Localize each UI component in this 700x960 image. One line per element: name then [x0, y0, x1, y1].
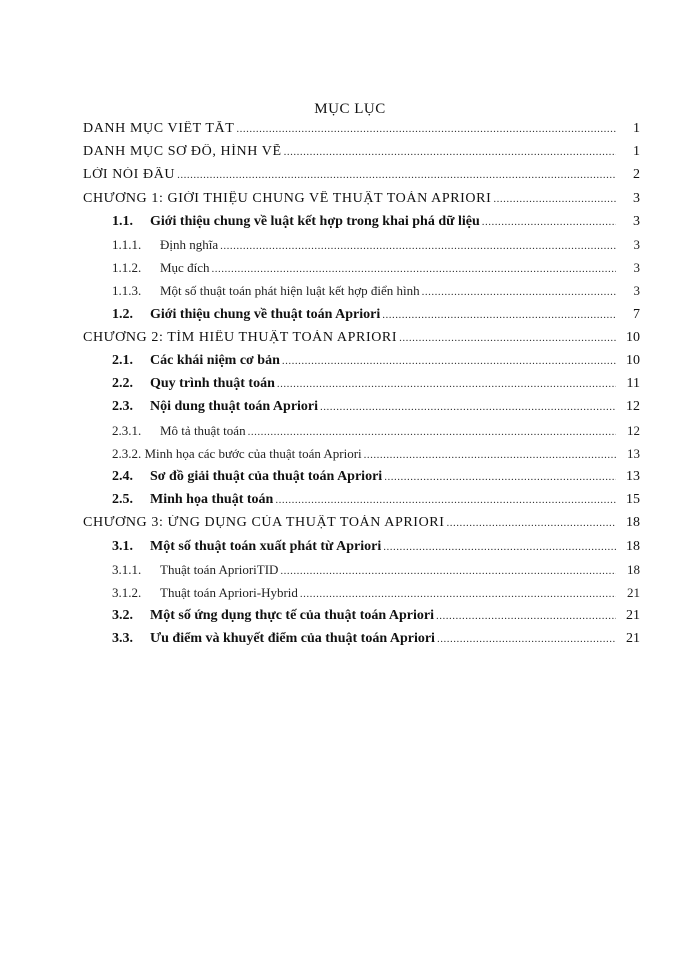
toc-dot-leader — [282, 355, 616, 367]
toc-entry[interactable] — [112, 585, 640, 605]
toc-dot-leader — [236, 123, 616, 135]
toc-entry-page-number: 7 — [633, 306, 640, 322]
toc-entry-page-number: 13 — [626, 469, 640, 484]
toc-dot-leader — [384, 471, 616, 483]
toc-entry-number: 3.1.1. — [112, 561, 142, 577]
toc-entry[interactable] — [112, 469, 640, 489]
toc-entry[interactable] — [112, 423, 640, 443]
toc-entry[interactable] — [83, 515, 640, 535]
toc-entry[interactable] — [112, 353, 640, 373]
toc-entry-number: 3.2. — [112, 608, 133, 624]
toc-entry-number: 2.1. — [112, 353, 133, 368]
toc-dot-leader — [300, 588, 616, 600]
toc-entry-number: 1.1.3. — [112, 283, 142, 299]
toc-entry-page-number: 21 — [626, 631, 640, 647]
toc-entry-title: Một số thuật toán phát hiện luật kết hợp điển hình — [160, 283, 420, 299]
toc-entry-title: Một số thuật toán xuất phát từ Apriori — [150, 538, 382, 554]
toc-dot-leader — [177, 169, 616, 181]
toc-entry-number: 2.4. — [112, 469, 133, 484]
toc-dot-leader — [275, 494, 616, 506]
toc-entry[interactable] — [112, 446, 640, 466]
toc-entry-number: 1.2. — [112, 306, 133, 322]
toc-entry[interactable] — [83, 144, 640, 164]
toc-entry-page-number: 10 — [626, 329, 640, 345]
toc-entry-title: DANH MỤC SƠ ĐỒ, HÌNH VẼ — [83, 144, 282, 160]
toc-dot-leader — [211, 263, 616, 275]
toc-entry-number: 2.3. — [112, 399, 133, 415]
toc-entry[interactable] — [83, 330, 640, 350]
toc-entry[interactable] — [112, 562, 640, 582]
toc-entry[interactable] — [112, 399, 640, 419]
toc-dot-leader — [284, 146, 616, 158]
toc-entry-number: 1.1. — [112, 213, 133, 229]
toc-entry[interactable] — [112, 307, 640, 327]
toc-entry-title: Giới thiệu chung về thuật toán Apriori — [150, 306, 381, 322]
toc-entry[interactable] — [112, 539, 640, 559]
toc-entry[interactable] — [112, 492, 640, 512]
toc-entry-number: 1.1.1. — [112, 237, 142, 252]
toc-dot-leader — [482, 216, 616, 228]
toc-entry-page-number: 1 — [633, 121, 640, 136]
toc-entry-number: 3.1.2. — [112, 585, 142, 600]
toc-entry-page-number: 3 — [633, 190, 640, 206]
toc-dot-leader — [220, 240, 616, 252]
toc-entry-page-number: 21 — [627, 585, 640, 600]
toc-dot-leader — [277, 378, 616, 390]
toc-entry-title: Giới thiệu chung về luật kết hợp trong khai phá dữ liệu — [150, 213, 480, 229]
toc-entry-title: Thuật toán AprioriTID — [160, 561, 279, 577]
toc-dot-leader — [382, 309, 616, 321]
toc-entry-title: CHƯƠNG 3: ỨNG DỤNG CỦA THUẬT TOÁN APRIORI — [83, 515, 445, 531]
toc-entry-number: 3.3. — [112, 631, 133, 647]
toc-entry-page-number: 3 — [633, 260, 640, 276]
toc-dot-leader — [446, 517, 616, 529]
toc-entry-title: Ưu điểm và khuyết điểm của thuật toán Apriori — [150, 631, 435, 647]
toc-entry-page-number: 12 — [626, 399, 640, 415]
toc-entry[interactable] — [83, 167, 640, 187]
toc-entry-number: 2.2. — [112, 376, 133, 392]
toc-entry[interactable] — [112, 608, 640, 628]
toc-dot-leader — [248, 426, 616, 438]
toc-entry-page-number: 3 — [633, 237, 640, 252]
toc-entry-title: CHƯƠNG 2: TÌM HIỂU THUẬT TOÁN APRIORI — [83, 329, 398, 345]
toc-entry-page-number: 18 — [627, 561, 640, 577]
toc-entry[interactable] — [83, 121, 640, 141]
toc-entry-page-number: 12 — [627, 422, 640, 438]
toc-dot-leader — [437, 633, 616, 645]
toc-entry-page-number: 18 — [626, 515, 640, 531]
toc-dot-leader — [320, 401, 616, 413]
toc-dot-leader — [422, 286, 616, 298]
toc-dot-leader — [383, 541, 616, 553]
toc-entry-title: DANH MỤC VIẾT TẮT — [83, 121, 235, 136]
toc-entry-number: 2.3.1. — [112, 422, 142, 438]
toc-entry-title: CHƯƠNG 1: GIỚI THIỆU CHUNG VỀ THUẬT TOÁN APRIORI — [83, 190, 492, 206]
toc-entry-title: LỜI NÓI ĐẦU — [83, 167, 176, 183]
toc-entry[interactable] — [112, 260, 640, 280]
toc-entry-title: Thuật toán Apriori-Hybrid — [160, 585, 298, 600]
toc-entry[interactable] — [112, 237, 640, 257]
toc-entry-number: 1.1.2. — [112, 260, 142, 276]
toc-entry[interactable] — [112, 631, 640, 651]
toc-entry-title: Một số ứng dụng thực tế của thuật toán Apriori — [150, 608, 434, 624]
toc-entry-page-number: 13 — [627, 445, 640, 461]
toc-entry-page-number: 15 — [626, 492, 640, 508]
toc-entry-title: Nội dung thuật toán Apriori — [150, 399, 319, 415]
toc-entry-page-number: 2 — [633, 167, 640, 183]
toc-dot-leader — [364, 449, 616, 461]
toc-entry-title: Mô tả thuật toán — [160, 422, 246, 438]
toc-entry-page-number: 10 — [626, 353, 640, 368]
toc-entry-title: Định nghĩa — [160, 237, 219, 252]
toc-entry-title: Mục đích — [160, 260, 210, 276]
toc-entry-page-number: 3 — [633, 283, 640, 299]
toc-entry-title: Quy trình thuật toán — [150, 376, 275, 392]
toc-dot-leader — [399, 332, 616, 344]
toc-entry-number: 3.1. — [112, 538, 133, 554]
toc-entry-title: Các khái niệm cơ bản — [150, 353, 280, 368]
toc-dot-leader — [436, 610, 616, 622]
toc-entry-page-number: 18 — [626, 538, 640, 554]
toc-entry-number: 2.5. — [112, 492, 133, 508]
toc-entry-page-number: 11 — [626, 376, 640, 392]
toc-entry-page-number: 3 — [633, 213, 640, 229]
toc-entry-title: Minh họa thuật toán — [150, 492, 274, 508]
toc-entry-page-number: 1 — [633, 144, 640, 160]
toc-entry[interactable] — [83, 191, 640, 211]
toc-entry-title: Sơ đồ giải thuật của thuật toán Apriori — [150, 469, 383, 484]
toc-entry[interactable] — [112, 283, 640, 303]
toc-entry-page-number: 21 — [626, 608, 640, 624]
toc-entry-title: 2.3.2. Minh họa các bước của thuật toán Apriori — [112, 445, 362, 461]
toc-dot-leader — [493, 193, 616, 205]
toc-title: MỤC LỤC — [314, 101, 386, 117]
toc-entry[interactable] — [112, 376, 640, 396]
toc-dot-leader — [280, 565, 616, 577]
toc-entry[interactable] — [112, 214, 640, 234]
